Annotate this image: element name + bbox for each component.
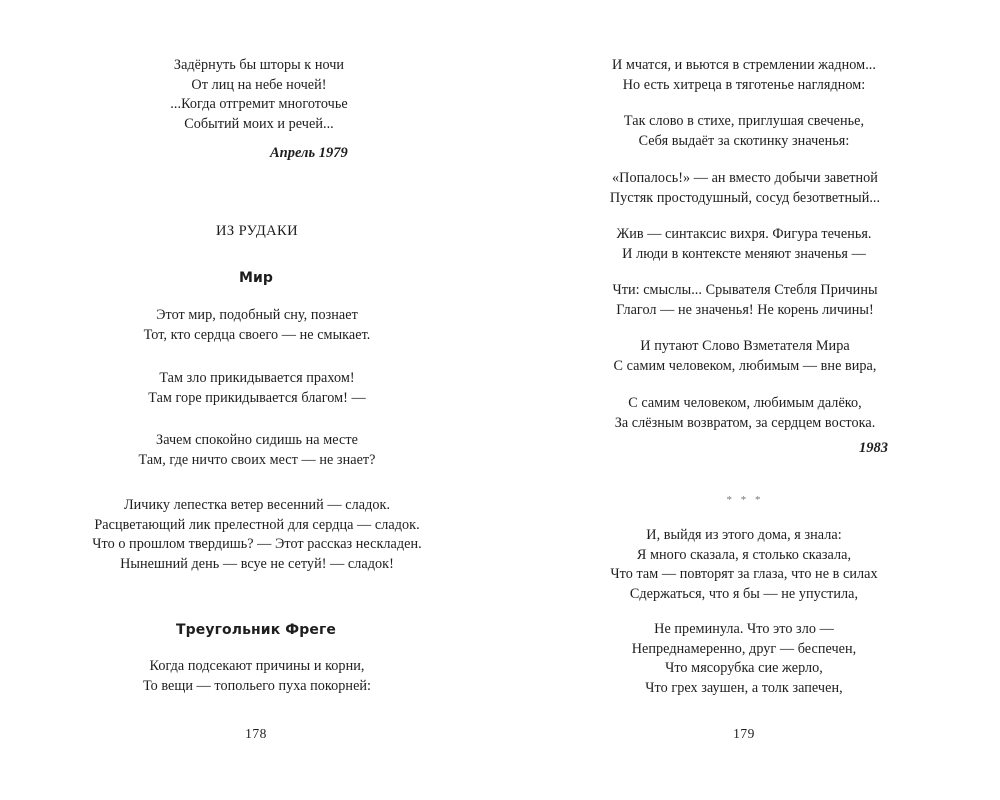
right-page (500, 0, 1000, 800)
verse-line: Нынешний день — всуе не сетуй! — сладок! (120, 555, 394, 572)
stanza (144, 306, 371, 345)
stanza (624, 112, 864, 151)
verse-line: Но есть хитреца в тяготенье наглядном: (622, 76, 866, 93)
stanza (632, 620, 857, 698)
stanza (92, 496, 422, 574)
verse-line: Себя выдаёт за скотинку значенья: (638, 132, 850, 149)
section-separator: * * * (726, 494, 764, 506)
poem-date: Апрель 1979 (270, 145, 348, 161)
verse-line: Что там — повторят за глаза, что не в силах (610, 566, 878, 583)
stanza (616, 225, 871, 264)
verse-line: То вещи — топольего пуха покорней: (142, 677, 372, 694)
stanza (143, 657, 371, 696)
verse-line: Там зло прикидывается прахом! (159, 370, 355, 386)
verse-line: Пустяк простодушный, сосуд безответный... (609, 189, 881, 206)
verse-line: Задёрнуть бы шторы к ночи (173, 57, 345, 73)
stanza (170, 56, 347, 134)
poem-title: Треугольник Фреге (176, 622, 336, 638)
stanza (614, 337, 877, 376)
stanza (610, 169, 880, 208)
verse-line: Зачем спокойно сидишь на месте (156, 432, 358, 448)
verse-line: Что мясорубка сие жерло, (665, 660, 823, 677)
stanza (610, 526, 877, 604)
stanza (612, 56, 876, 95)
verse-line: Там, где ничто своих мест — не знает? (138, 451, 376, 468)
verse-line: Не преминула. Что это зло — (654, 621, 834, 637)
verse-line: С самим человеком, любимым далёко, (628, 395, 862, 411)
verse-line: Личику лепестка ветер весенний — сладок. (123, 497, 391, 513)
verse-line: И путают Слово Взметателя Мира (640, 338, 850, 354)
verse-line: И, выйдя из этого дома, я знала: (646, 527, 842, 543)
verse-line: Событий моих и речей... (184, 115, 334, 132)
stanza (138, 431, 375, 470)
verse-line: Непреднамеренно, друг — беспечен, (631, 640, 857, 657)
page-number: 179 (733, 726, 755, 741)
verse-line: Расцветающий лик прелестной для сердца — сладок. (94, 516, 420, 533)
verse-line: Сдержаться, что я бы — не упустила, (629, 585, 859, 602)
verse-line: Тот, кто сердца своего — не смыкает. (143, 326, 371, 343)
verse-line: Там горе прикидывается благом! — (148, 389, 366, 406)
section-title: ИЗ РУДАКИ (216, 223, 298, 239)
verse-line: Я много сказала, я столько сказала, (636, 546, 852, 563)
poem-date: 1983 (859, 440, 888, 456)
verse-line: И люди в контексте меняют значенья — (622, 245, 866, 262)
verse-line: Что о прошлом твердишь? — Этот рассказ нескладен. (92, 536, 422, 553)
verse-line: С самим человеком, любимым — вне вира, (613, 357, 877, 374)
verse-line: ...Когда отгремит многоточье (170, 96, 348, 113)
verse-line: Так слово в стихе, приглушая свеченье, (623, 113, 865, 129)
verse-line: «Попалось!» — ан вместо добычи заветной (612, 170, 878, 186)
stanza (615, 394, 876, 433)
verse-line: Этот мир, подобный сну, познает (156, 307, 358, 323)
verse-line: Когда подсекают причины и корни, (149, 658, 365, 674)
page-number: 178 (245, 726, 267, 741)
verse-line: Что грех заушен, а толк запечен, (645, 679, 843, 696)
verse-line: И мчатся, и вьются в стремлении жадном... (612, 57, 876, 73)
verse-line: Глагол — не значенья! Не корень личины! (616, 301, 874, 318)
verse-line: За слёзным возвратом, за сердцем востока. (614, 414, 876, 431)
stanza (612, 281, 877, 320)
verse-line: От лиц на небе ночей! (191, 76, 327, 93)
stanza (148, 369, 366, 408)
verse-line: Чти: смыслы... Срывателя Стебля Причины (612, 282, 878, 298)
poem-title: Мир (238, 270, 274, 286)
verse-line: Жив — синтаксис вихря. Фигура теченья. (616, 226, 872, 242)
